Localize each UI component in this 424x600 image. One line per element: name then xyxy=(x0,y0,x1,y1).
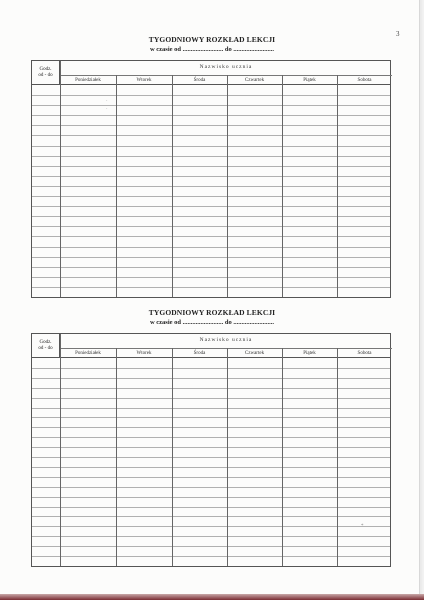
table-column-line xyxy=(60,334,61,566)
pencil-mark: · xyxy=(106,107,108,112)
table-column-line xyxy=(227,75,228,297)
schedule-2-date-range: w czasie od ......................... do ......................... xyxy=(149,319,275,326)
hour-header-line1: Godz. xyxy=(39,340,52,345)
table-column-line xyxy=(282,75,283,297)
day-header-monday: Poniedziałek xyxy=(75,78,101,83)
day-header-thursday: Czwartek xyxy=(244,78,265,83)
schedule-1-title: TYGODNIOWY ROZKŁAD LEKCJI xyxy=(148,35,276,44)
hour-header-line2: od - do xyxy=(38,73,53,78)
student-name-header: Nazwisko ucznia xyxy=(199,64,253,70)
hour-header-line1: Godz. xyxy=(39,67,52,72)
book-cover-edge xyxy=(0,594,424,600)
schedule-2-table xyxy=(31,333,391,567)
table-column-line xyxy=(116,75,117,297)
table-column-line xyxy=(227,348,228,566)
table-column-line xyxy=(116,348,117,566)
table-column-line xyxy=(60,61,61,297)
table-column-line xyxy=(337,348,338,566)
table-column-line xyxy=(172,348,173,566)
day-header-saturday: Sobota xyxy=(357,351,372,356)
day-header-wednesday: Środa xyxy=(193,78,206,83)
day-header-thursday: Czwartek xyxy=(244,351,265,356)
schedule-1-table xyxy=(31,60,391,298)
day-header-wednesday: Środa xyxy=(193,351,206,356)
schedule-1-date-range: w czasie od ......................... do ......................... xyxy=(149,46,275,53)
table-column-line xyxy=(172,75,173,297)
hour-column-header xyxy=(32,334,60,358)
table-column-line xyxy=(337,75,338,297)
student-name-header: Nazwisko ucznia xyxy=(199,337,253,343)
day-header-friday: Piątek xyxy=(303,78,316,83)
page-number: 3 xyxy=(396,30,400,38)
hour-header-line2: od - do xyxy=(38,346,53,351)
hour-column-header xyxy=(32,61,60,85)
page-edge-right xyxy=(420,0,424,600)
day-header-tuesday: Wtorek xyxy=(136,78,152,83)
day-header-monday: Poniedziałek xyxy=(75,351,101,356)
day-header-tuesday: Wtorek xyxy=(136,351,152,356)
schedule-2-title: TYGODNIOWY ROZKŁAD LEKCJI xyxy=(148,308,276,317)
table-column-line xyxy=(282,348,283,566)
pencil-mark: · xyxy=(106,99,108,104)
day-header-saturday: Sobota xyxy=(357,78,372,83)
day-header-friday: Piątek xyxy=(303,351,316,356)
